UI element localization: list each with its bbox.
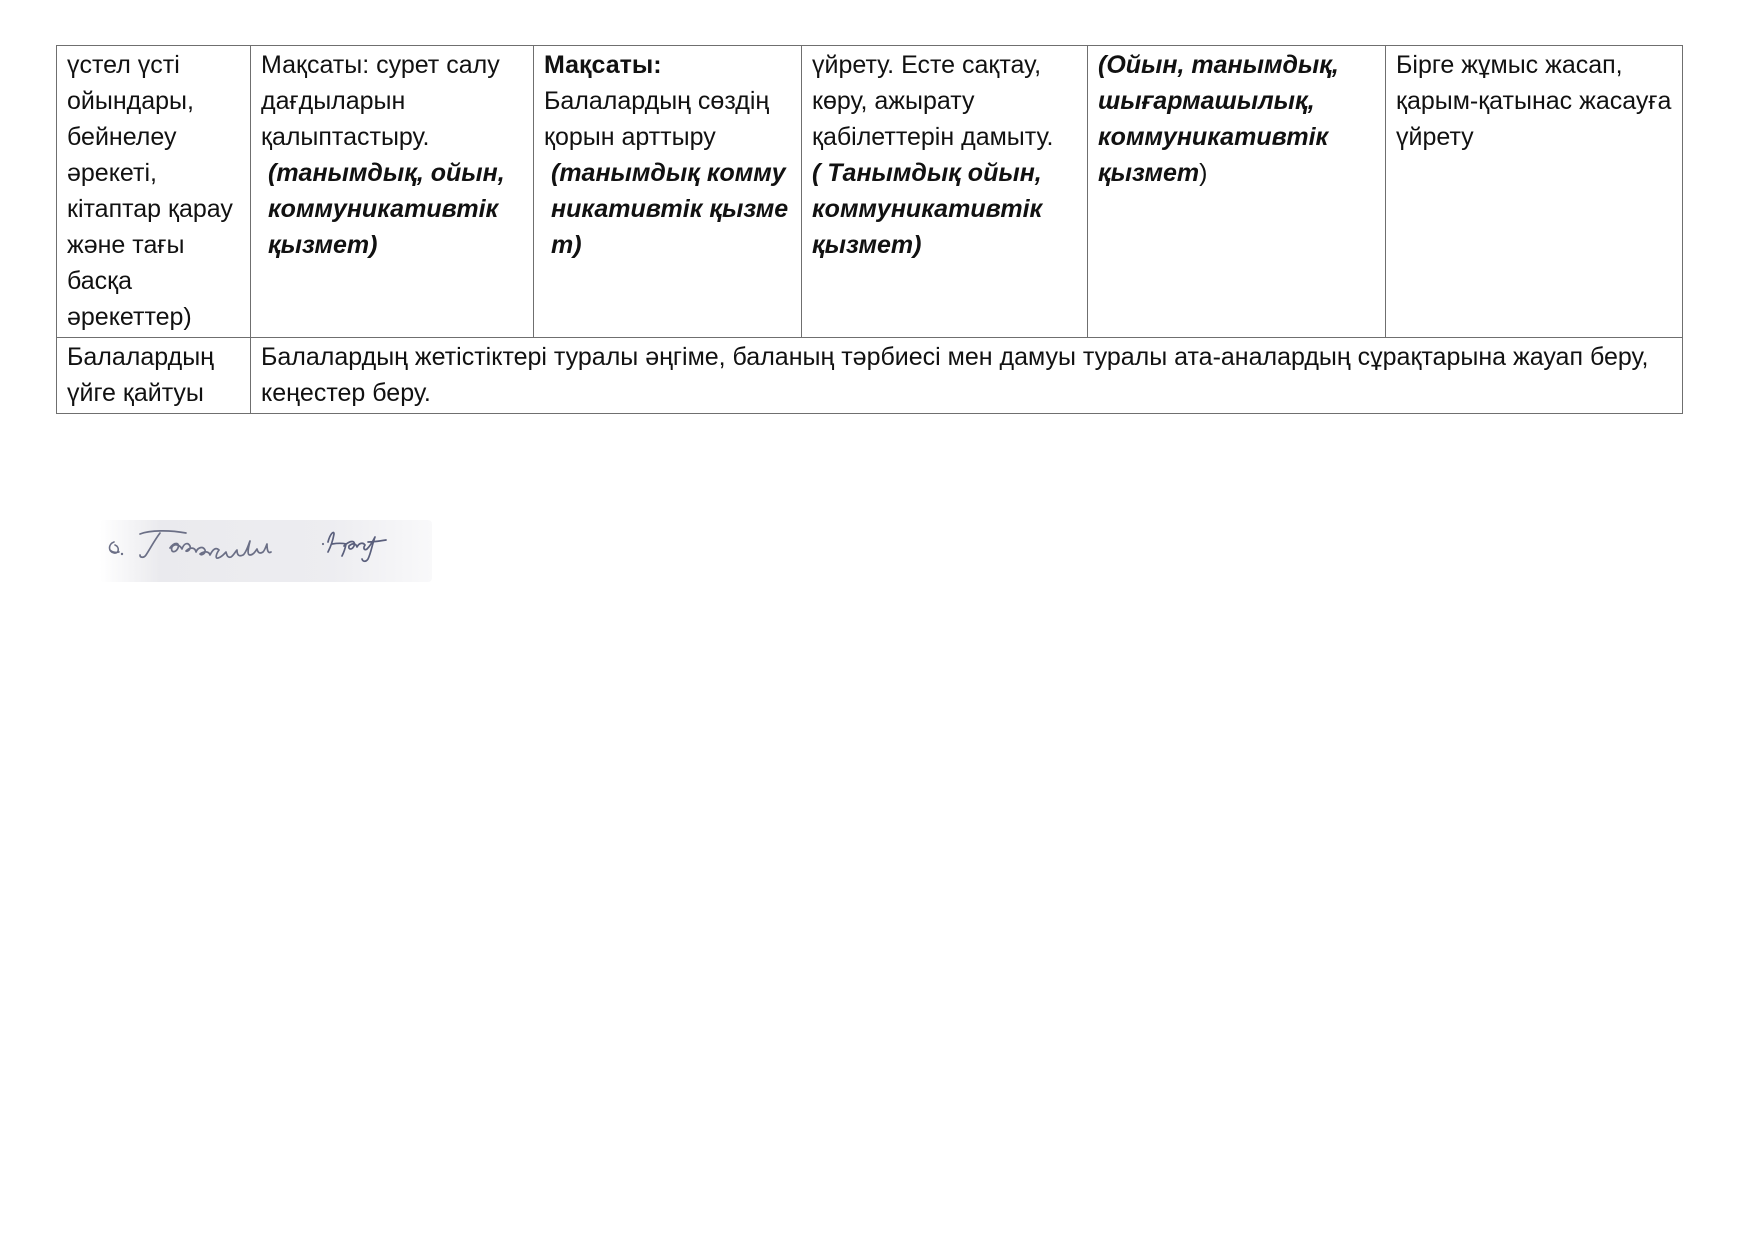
plan-table [56, 45, 1683, 414]
goal-text: Бірге жұмыс жасап, қарым-қатынас жасауға үйрету [1396, 51, 1672, 151]
table-cell [534, 46, 802, 338]
table-cell [251, 46, 534, 338]
handwritten-signature [100, 520, 432, 582]
activity-type-text: (Ойын, танымдық, шығармашылық, коммуникативтік қызмет [1098, 51, 1339, 187]
goal-heading: Мақсаты: [544, 51, 662, 79]
table-cell [251, 338, 1683, 414]
signature-icon [100, 520, 432, 582]
table-cell [1088, 46, 1386, 338]
activity-type-text: ( Танымдық ойын, коммуникативтік қызмет) [812, 159, 1043, 259]
table-cell [57, 46, 251, 338]
table-row [57, 338, 1683, 414]
table-cell [57, 338, 251, 414]
goal-text: Балалардың сөздің қорын арттыру [544, 87, 770, 151]
table-cell [802, 46, 1088, 338]
table-row [57, 46, 1683, 338]
activity-type-text: (танымдық, ойын, коммуникативтік қызмет) [268, 159, 505, 259]
row-text: Балалардың жетістіктері туралы әңгіме, баланың тәрбиесі мен дамуы туралы ата-аналардың сұрақтарына жауап беру, кеңестер беру. [261, 343, 1649, 407]
row-label: Балалардың үйге қайтуы [67, 343, 214, 407]
activity-type-text: (танымдық коммуникативтік қызмет) [551, 159, 789, 259]
closing-paren: ) [1199, 159, 1208, 187]
table-cell [1386, 46, 1683, 338]
activity-list-text: үстел үсті ойындары, бейнелеу әрекеті, кітаптар қарау және тағы басқа әрекеттер) [67, 51, 233, 331]
goal-text: үйрету. Есте сақтау, көру, ажырату қабілеттерін дамыту. [812, 51, 1054, 151]
goal-text: Мақсаты: сурет салу дағдыларын қалыптастыру. [261, 51, 500, 151]
